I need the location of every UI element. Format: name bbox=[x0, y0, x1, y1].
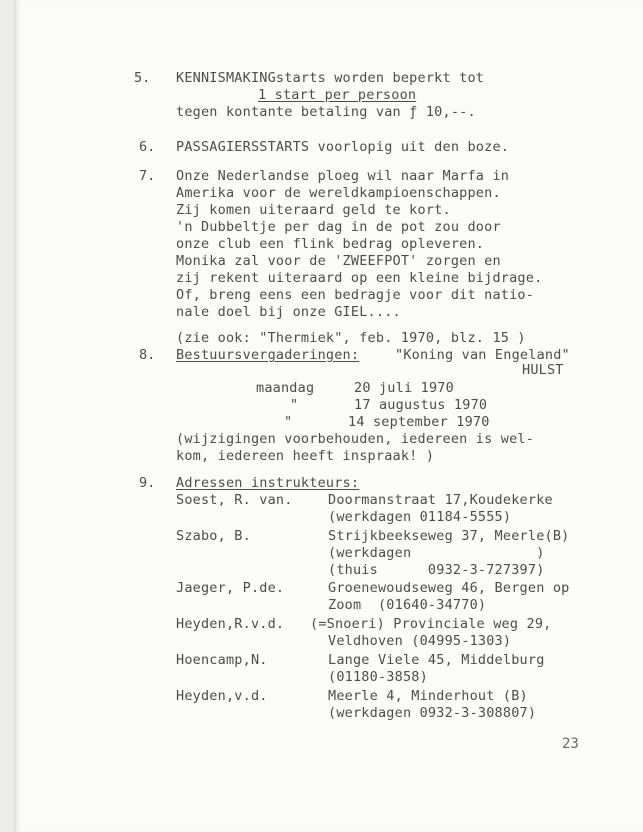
item-8-heading: Bestuursvergaderingen: bbox=[176, 347, 360, 363]
instructor-name: Heyden,R.v.d. bbox=[176, 616, 285, 632]
item-7-line-3: Zij komen uiteraard geld te kort. bbox=[176, 202, 451, 218]
item-7-line-5: onze club een flink bedrag opleveren. bbox=[176, 236, 485, 252]
item-5-line-2: 1 start per persoon bbox=[258, 87, 417, 103]
instructor-address: (=Snoeri) Provinciale weg 29, bbox=[310, 616, 552, 632]
item-8-place-2: HULST bbox=[522, 362, 564, 378]
item-7-line-8: Of, breng eens een bedragje voor dit natio- bbox=[176, 287, 535, 303]
item-9-heading: Adressen instrukteurs: bbox=[176, 475, 360, 491]
instructor-address: Groenewoudseweg 46, Bergen op bbox=[328, 580, 570, 596]
instructor-name: Szabo, B. bbox=[176, 528, 251, 544]
item-8-ditto-1: " bbox=[290, 397, 299, 413]
instructor-phone: (01180-3858) bbox=[328, 669, 428, 685]
instructor-phone: (werkdagen 01184-5555) bbox=[328, 509, 512, 525]
instructor-phone: Zoom (01640-34770) bbox=[328, 597, 487, 613]
instructor-name: Hoencamp,N. bbox=[176, 652, 268, 668]
instructor-name: Heyden,v.d. bbox=[176, 688, 268, 704]
instructor-address: Lange Viele 45, Middelburg bbox=[328, 652, 545, 668]
item-number-9: 9. bbox=[139, 475, 156, 491]
page-number: 23 bbox=[562, 736, 579, 752]
item-8-ditto-2: " bbox=[284, 414, 293, 430]
instructor-phone: (werkdagen 0932-3-308807) bbox=[328, 705, 537, 721]
item-5-line-1: KENNISMAKINGstarts worden beperkt tot bbox=[176, 70, 485, 86]
item-5-line-3: tegen kontante betaling van ƒ 10,--. bbox=[176, 104, 476, 120]
instructor-address: Strijkbeekseweg 37, Meerle(B) bbox=[328, 528, 570, 544]
item-number-8: 8. bbox=[139, 347, 156, 363]
item-6-line-1: PASSAGIERSSTARTS voorlopig uit den boze. bbox=[176, 139, 510, 155]
instructor-phone: (werkdagen ) bbox=[328, 545, 545, 561]
item-7-line-9: nale doel bij onze GIEL.... bbox=[176, 304, 401, 320]
item-number-5: 5. bbox=[134, 70, 151, 86]
item-7-line-7: zij rekent uiteraard op een kleine bijdrage. bbox=[176, 270, 543, 286]
page-edge bbox=[0, 0, 14, 832]
item-8-date-1: 20 juli 1970 bbox=[354, 380, 454, 396]
instructor-address: Doormanstraat 17,Koudekerke bbox=[328, 492, 553, 508]
item-number-6: 6. bbox=[139, 139, 156, 155]
item-number-7: 7. bbox=[139, 168, 156, 184]
item-7-line-4: 'n Dubbeltje per dag in de pot zou door bbox=[176, 219, 501, 235]
instructor-name: Soest, R. van. bbox=[176, 492, 293, 508]
item-8-date-2: 17 augustus 1970 bbox=[354, 397, 488, 413]
instructor-phone: Veldhoven (04995-1303) bbox=[328, 633, 512, 649]
instructor-phone-home: (thuis 0932-3-727397) bbox=[328, 562, 545, 578]
item-8-note-2: kom, iedereen heeft inspraak! ) bbox=[176, 448, 435, 464]
item-8-day: maandag bbox=[256, 380, 315, 396]
item-7-reference: (zie ook: "Thermiek", feb. 1970, blz. 15 ) bbox=[176, 330, 526, 346]
instructor-name: Jaeger, P.de. bbox=[176, 580, 285, 596]
item-8-note-1: (wijzigingen voorbehouden, iedereen is wel- bbox=[176, 431, 535, 447]
item-7-line-2: Amerika voor de wereldkampioenschappen. bbox=[176, 185, 501, 201]
instructor-address: Meerle 4, Minderhout (B) bbox=[328, 688, 528, 704]
item-8-place-1: "Koning van Engeland" bbox=[395, 347, 570, 363]
item-8-date-3: 14 september 1970 bbox=[348, 414, 490, 430]
item-7-line-1: Onze Nederlandse ploeg wil naar Marfa in bbox=[176, 168, 510, 184]
item-7-line-6: Monika zal voor de 'ZWEEFPOT' zorgen en bbox=[176, 253, 501, 269]
